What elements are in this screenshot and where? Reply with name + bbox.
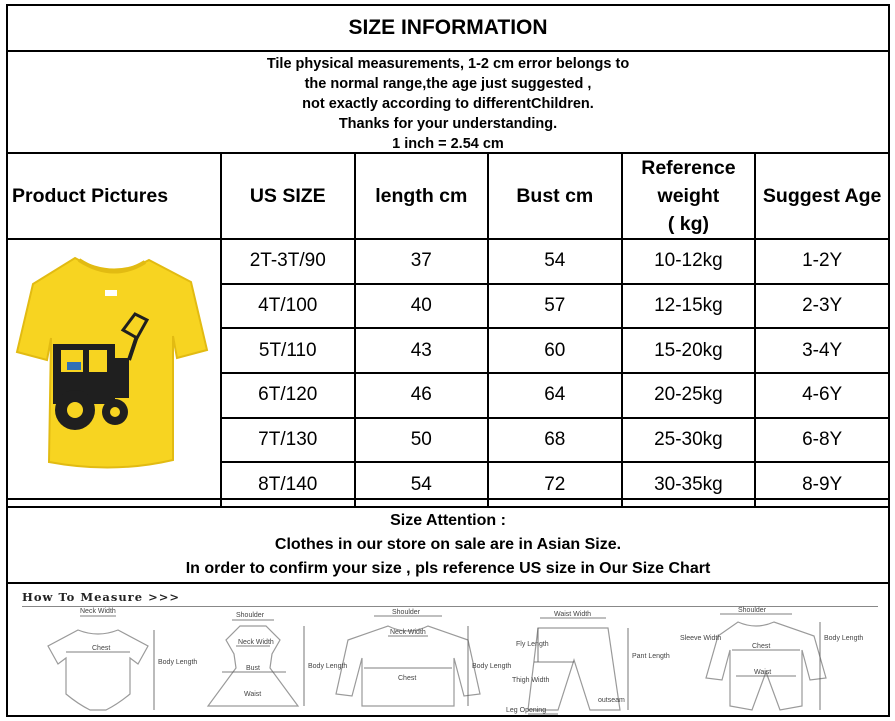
label-leg-opening: Leg Opening <box>506 707 547 714</box>
label-neck-width: Neck Width <box>238 639 274 646</box>
table-row <box>7 239 889 284</box>
note-line: not exactly according to differentChildren. <box>302 96 594 112</box>
note-line: Thanks for your understanding. <box>338 116 558 132</box>
how-to-measure-title: How To Measure >>> <box>22 590 180 604</box>
product-picture <box>7 239 221 507</box>
cell-age: 1-2Y <box>755 239 889 284</box>
cell-length: 54 <box>355 462 489 507</box>
header-bust: Bust cm <box>488 153 621 239</box>
label-shoulder: Shoulder <box>392 609 421 616</box>
cell-bust: 72 <box>488 462 621 507</box>
header-us-size: US SIZE <box>221 153 355 239</box>
cell-age: 3-4Y <box>755 328 889 373</box>
attention-heading: Size Attention : <box>390 512 506 529</box>
cell-length: 50 <box>355 418 489 463</box>
cell-us-size: 7T/130 <box>221 418 355 463</box>
label-waist-width: Waist Width <box>554 611 592 618</box>
cell-weight: 20-25kg <box>622 373 756 418</box>
label-waist: Waist <box>754 669 772 676</box>
label-shoulder: Shoulder <box>236 612 265 619</box>
cell-weight: 10-12kg <box>622 239 756 284</box>
page-title: SIZE INFORMATION <box>6 4 890 52</box>
measurement-notes <box>6 50 890 154</box>
cell-age: 8-9Y <box>755 462 889 507</box>
attention-line: In order to confirm your size , pls reference US size in Our Size Chart <box>185 560 711 577</box>
note-line: Tile physical measurements, 1-2 cm error belongs to <box>266 56 630 72</box>
header-product-pictures: Product Pictures <box>7 153 221 239</box>
cell-us-size: 4T/100 <box>221 284 355 329</box>
note-line: 1 inch = 2.54 cm <box>392 136 504 152</box>
label-sleeve-width: Sleeve Width <box>680 635 722 642</box>
header-suggest-age: Suggest Age <box>755 153 889 239</box>
how-to-measure <box>6 582 890 717</box>
bodysuit-sketch <box>48 630 148 710</box>
cell-length: 46 <box>355 373 489 418</box>
label-body-length: Body Length <box>158 659 198 666</box>
header-length: length cm <box>355 153 489 239</box>
header-weight-line: ( kg) <box>667 213 709 235</box>
label-body-length: Body Length <box>472 663 512 670</box>
label-neck-width: Neck Width <box>390 629 426 636</box>
cell-bust: 57 <box>488 284 621 329</box>
label-fly-length: Fly Length <box>516 641 549 648</box>
attention-line: Clothes in our store on sale are in Asian Size. <box>274 536 622 553</box>
cell-age: 4-6Y <box>755 373 889 418</box>
label-chest: Chest <box>92 645 111 652</box>
label-chest: Chest <box>752 643 771 650</box>
cell-length: 37 <box>355 239 489 284</box>
measure-diagrams <box>8 606 888 716</box>
size-attention <box>6 498 890 584</box>
note-line: the normal range,the age just suggested , <box>304 76 592 92</box>
cell-weight: 15-20kg <box>622 328 756 373</box>
cell-us-size: 6T/120 <box>221 373 355 418</box>
cell-age: 6-8Y <box>755 418 889 463</box>
romper-sketch <box>706 622 826 710</box>
label-thigh-width: Thigh Width <box>512 677 550 684</box>
cell-us-size: 2T-3T/90 <box>221 239 355 284</box>
cell-weight: 25-30kg <box>622 418 756 463</box>
label-waist: Waist <box>244 691 262 698</box>
cell-bust: 60 <box>488 328 621 373</box>
cell-us-size: 5T/110 <box>221 328 355 373</box>
table-header-row <box>7 153 889 239</box>
label-chest: Chest <box>398 675 417 682</box>
label-outseam: outseam <box>598 697 625 704</box>
label-bust: Bust <box>246 665 261 672</box>
yellow-tshirt-image <box>9 240 219 500</box>
label-body-length: Body Length <box>824 635 864 642</box>
label-body-length: Body Length <box>308 663 348 670</box>
top-sketch <box>336 626 480 706</box>
cell-bust: 64 <box>488 373 621 418</box>
cell-weight: 30-35kg <box>622 462 756 507</box>
cell-length: 40 <box>355 284 489 329</box>
header-weight-line: weight <box>657 185 720 207</box>
label-shoulder: Shoulder <box>738 607 767 614</box>
cell-age: 2-3Y <box>755 284 889 329</box>
header-weight <box>622 153 756 239</box>
size-table <box>6 152 890 508</box>
size-chart <box>6 4 890 717</box>
cell-bust: 54 <box>488 239 621 284</box>
cell-weight: 12-15kg <box>622 284 756 329</box>
cell-bust: 68 <box>488 418 621 463</box>
cell-us-size: 8T/140 <box>221 462 355 507</box>
label-neck-width: Neck Width <box>80 608 116 615</box>
cell-length: 43 <box>355 328 489 373</box>
label-pant-length: Pant Length <box>632 653 670 660</box>
header-weight-line: Reference <box>641 157 736 179</box>
